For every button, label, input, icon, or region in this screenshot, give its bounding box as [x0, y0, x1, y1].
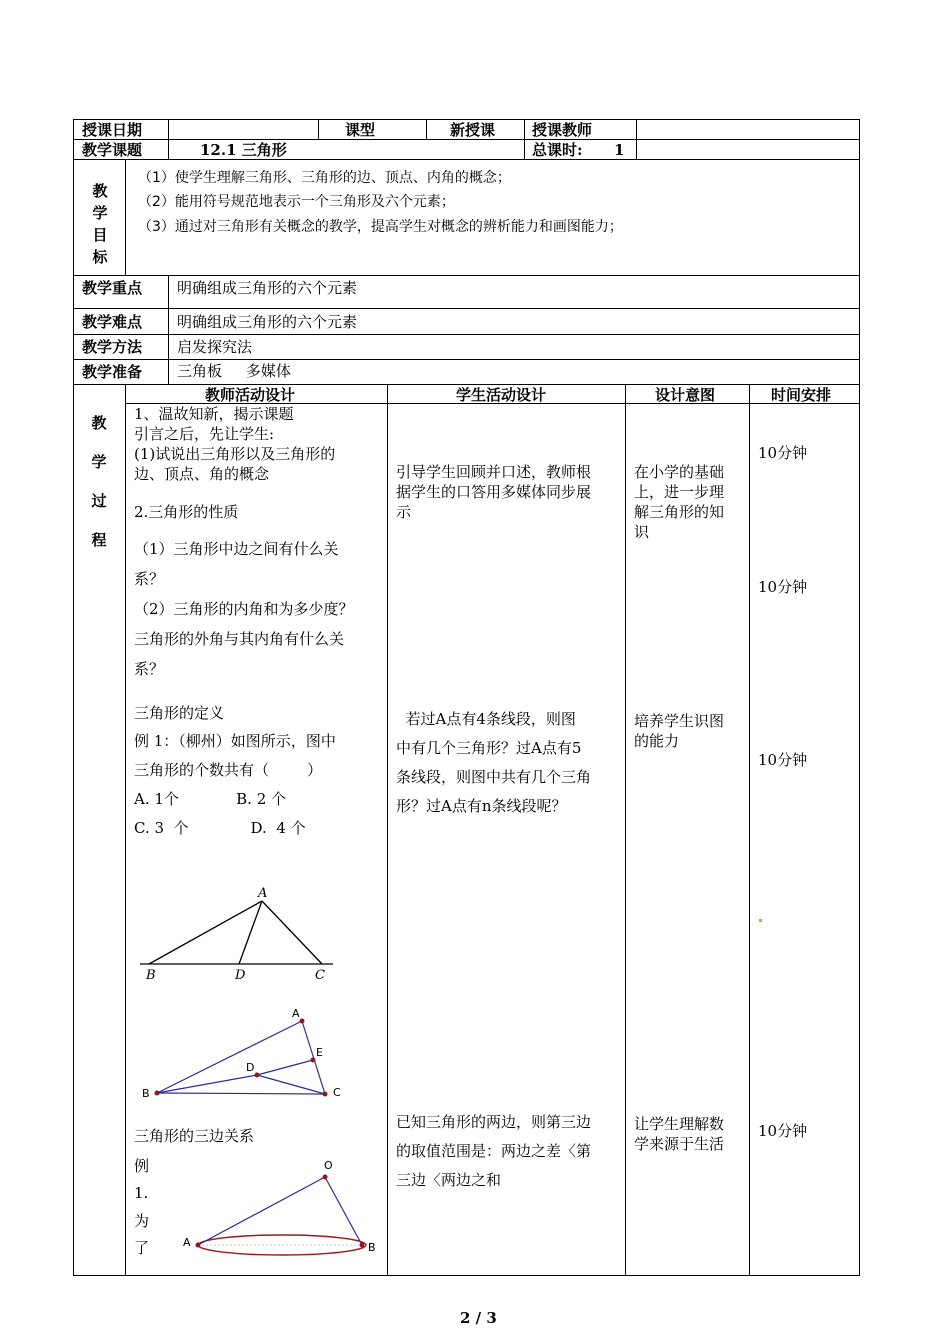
- label-E: E: [316, 1046, 323, 1059]
- text-line: 例 1：（柳州）如图所示，图中: [134, 732, 336, 750]
- goal-item-3: （3）通过对三角形有关概念的教学，提高学生对概念的辨析能力和画图能力；: [138, 219, 623, 235]
- text-line: （2）三角形的内角和为多少度？: [134, 600, 354, 618]
- figure-triangle-de: [135, 1005, 355, 1105]
- label-D: D: [235, 968, 246, 983]
- text-line: 三角形的外角与其内角有什么关: [134, 630, 345, 648]
- label-D: D: [246, 1061, 255, 1074]
- col-header-intent: 设计意图: [655, 386, 716, 404]
- goal-item-1: （1）使学生理解三角形、三角形的边、顶点、内角的概念；: [138, 170, 511, 186]
- label-C: C: [333, 1086, 341, 1099]
- label-A: A: [258, 886, 268, 901]
- topic-value: 12.1 三角形: [200, 141, 287, 159]
- text-line: 示: [396, 503, 412, 521]
- type-value: 新授课: [450, 121, 496, 139]
- hours-label: 总课时:: [532, 141, 583, 159]
- difficulty-label: 教学难点: [82, 313, 143, 331]
- text-line: 的取值范围是：两边之差〈第: [396, 1142, 592, 1160]
- hours-value: 1: [614, 141, 625, 159]
- text-line: 中有几个三角形？过A点有5: [396, 739, 582, 757]
- col-header-teacher: 教师活动设计: [205, 386, 296, 404]
- text-line: 在小学的基础: [634, 463, 725, 481]
- label-C: C: [315, 968, 325, 983]
- text-line: 1、温故知新，揭示课题: [134, 405, 294, 423]
- text-line: 1.: [134, 1184, 149, 1202]
- text-line: 的能力: [634, 732, 680, 750]
- label-A: A: [183, 1236, 191, 1249]
- preparation-value: 三角板 多媒体: [177, 362, 291, 380]
- text-line: 边、顶点、角的概念: [134, 465, 270, 483]
- text-line: 识: [634, 523, 650, 541]
- label-B: B: [146, 968, 156, 983]
- type-label: 课型: [345, 121, 376, 139]
- text-line: 解三角形的知: [634, 503, 725, 521]
- text-line: 引导学生回顾并口述，教师根: [396, 463, 592, 481]
- text-line: C. 3 个 D. 4 个: [134, 819, 306, 837]
- difficulty-value: 明确组成三角形的六个元素: [177, 313, 358, 331]
- label-A: A: [292, 1007, 300, 1020]
- key-point-label: 教学重点: [82, 279, 143, 297]
- figure-triangle-oab: [178, 1155, 378, 1260]
- time-4: 10分钟: [758, 1122, 808, 1140]
- definition-title: 三角形的定义: [134, 704, 225, 722]
- page-number: 2 / 3: [460, 1309, 497, 1327]
- text-line: 三角形的个数共有（ ）: [134, 761, 323, 779]
- goal-item-2: （2）能用符号规范地表示一个三角形及六个元素；: [138, 194, 455, 210]
- text-line: 条线段，则图中共有几个三角: [396, 768, 592, 786]
- label-B: B: [368, 1241, 376, 1254]
- text-line: 据学生的口答用多媒体同步展: [396, 483, 592, 501]
- text-line: 已知三角形的两边，则第三边: [396, 1113, 592, 1131]
- text-line: 形？过A点有n条线段呢？: [396, 797, 567, 815]
- process-label: 教 学 过 程: [91, 414, 107, 549]
- label-O: O: [324, 1159, 333, 1172]
- text-line: 若过A点有4条线段，则图: [396, 710, 576, 728]
- text-line: 引言之后，先让学生:: [134, 425, 275, 443]
- text-line: 上，进一步理: [634, 483, 725, 501]
- text-line: 为: [134, 1212, 150, 1230]
- col-header-student: 学生活动设计: [456, 386, 547, 404]
- decorative-dot: [759, 919, 762, 922]
- time-1: 10分钟: [758, 444, 808, 462]
- text-line: 了: [134, 1239, 150, 1257]
- text-line: 培养学生识图: [634, 712, 725, 730]
- text-line: 让学生理解数: [634, 1115, 725, 1133]
- preparation-label: 教学准备: [82, 363, 143, 381]
- property-title: 2.三角形的性质: [134, 503, 239, 521]
- text-line: 三边〈两边之和: [396, 1171, 502, 1189]
- key-point-value: 明确组成三角形的六个元素: [177, 279, 358, 297]
- time-3: 10分钟: [758, 751, 808, 769]
- text-line: （1）三角形中边之间有什么关: [134, 540, 339, 558]
- figure-triangle-abd: [135, 880, 345, 985]
- text-line: 例: [134, 1157, 150, 1175]
- text-line: (1)试说出三角形以及三角形的: [134, 445, 336, 463]
- goals-label: 教 学 目 标: [92, 182, 108, 266]
- text-line: 系？: [134, 570, 165, 588]
- time-2: 10分钟: [758, 578, 808, 596]
- text-line: A. 1个 B. 2 个: [134, 790, 286, 808]
- teacher-label: 授课教师: [532, 121, 593, 139]
- col-header-time: 时间安排: [771, 386, 832, 404]
- label-B: B: [142, 1087, 150, 1100]
- topic-label: 教学课题: [82, 141, 143, 159]
- text-line: 学来源于生活: [634, 1135, 725, 1153]
- side-relation-title: 三角形的三边关系: [134, 1127, 255, 1145]
- method-label: 教学方法: [82, 338, 143, 356]
- text-line: 系？: [134, 660, 165, 678]
- method-value: 启发探究法: [177, 338, 253, 356]
- date-label: 授课日期: [82, 121, 143, 139]
